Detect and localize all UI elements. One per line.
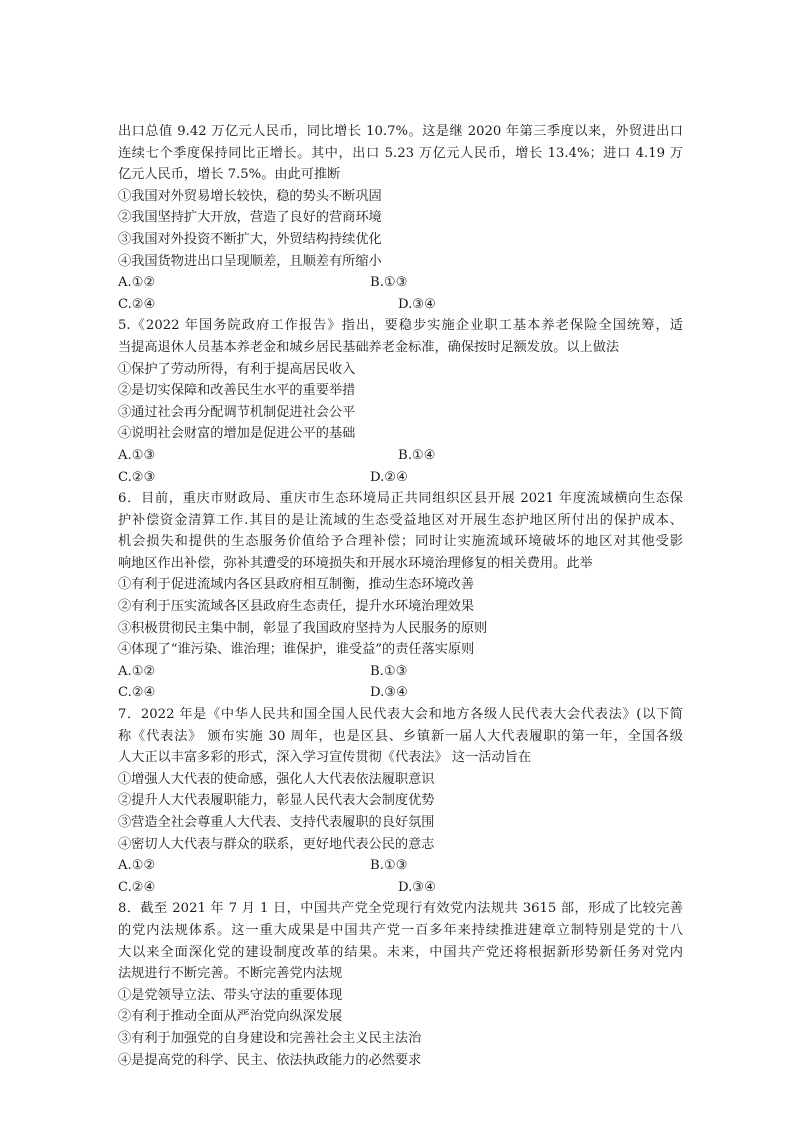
stem-line: 连续七个季度保持同比正增长。其中，出口 5.23 万亿元人民币，增长 13.4%；进口 4.19 万 — [118, 145, 683, 161]
statement-1: ①我国对外贸易增长较快，稳的势头不断巩固 — [118, 188, 382, 204]
stem-line: 护补偿资金清算工作.其目的是让流域的生态受益地区对开展生态护地区所付出的保护成本、 — [118, 512, 683, 528]
question-4-stem — [118, 121, 683, 186]
statement-3: ③营造全社会尊重人大代表、支持代表履职的良好氛围 — [118, 815, 435, 830]
stem-line: 法规进行不断完善。不断完善党内法规 — [118, 966, 343, 982]
question-6-stem — [118, 488, 683, 574]
stem-line: 机会损失和提供的生态服务价值给予合理补偿；同时让实施流域环境破坏的地区对其他受影 — [118, 534, 683, 550]
option-b: B.①③ — [370, 275, 408, 291]
stem-line: 6．目前，重庆市财政局、重庆市生态环境局正共同组织区县开展 2021 年度流域横向生态保 — [118, 491, 683, 507]
option-a: A.①② — [118, 858, 156, 874]
stem-line: 大以来全面深化党的建设制度改革的结果。未来，中国共产党还将根据新形势新任务对党内 — [118, 944, 683, 960]
stem-line: 7．2022 年是《中华人民共和国全国人民代表大会和地方各级人民代表大会代表法》(以下简 — [118, 707, 683, 723]
option-c: C.②④ — [118, 879, 156, 895]
option-a: A.①② — [118, 275, 156, 291]
stem-line: 当提高退休人员基本养老金和城乡居民基础养老金标准，确保按时足额发放。以上做法 — [118, 339, 620, 355]
option-c: C.②④ — [118, 685, 156, 701]
statement-3: ③通过社会再分配调节机制促进社会公平 — [118, 404, 356, 420]
question-8-stem — [118, 898, 683, 984]
options-row-ab — [118, 445, 683, 467]
stem-line: 5.《2022 年国务院政府工作报告》指出，要稳步实施企业职工基本养老保险全国统筹，适 — [118, 318, 683, 334]
statement-3: ③积极贯彻民主集中制，彰显了我国政府坚持为人民服务的原则 — [118, 620, 488, 636]
statement-1: ①增强人大代表的使命感，强化人大代表依法履职意识 — [118, 771, 435, 787]
stem-line: 出口总值 9.42 万亿元人民币，同比增长 10.7%。这是继 2020 年第三季度以来，外贸进出口 — [118, 124, 683, 139]
option-c: C.②③ — [118, 469, 156, 485]
option-b: B.①③ — [370, 663, 408, 679]
stem-line: 人大正以丰富多彩的形式，深入学习宣传贯彻《代表法》 这一活动旨在 — [118, 750, 532, 766]
statement-2: ②有利于推动全面从严治党向纵深发展 — [118, 1009, 343, 1025]
options-row-cd — [118, 682, 683, 704]
statement-1: ①有利于促进流域内各区县政府相互制衡，推动生态环境改善 — [118, 577, 475, 593]
option-b: B.①③ — [370, 858, 408, 874]
options-row-ab — [118, 272, 683, 294]
stem-line: 称《代表法》 颁布实施 30 周年，也是区县、乡镇新一届人大代表履职的第一年，全国各级 — [118, 728, 683, 744]
statement-3: ③有利于加强党的自身建设和完善社会主义民主法治 — [118, 1030, 422, 1046]
stem-line: 的党内法规体系。这一重大成果是中国共产党一百多年来持续推进建章立制特别是党的十八 — [118, 922, 683, 938]
option-d: D.②④ — [370, 469, 408, 485]
stem-line: 8．截至 2021 年 7 月 1 日，中国共产党全党现行有效党内法规共 3615 部，形成了比较完善 — [118, 901, 683, 917]
statement-2: ②是切实保障和改善民生水平的重要举措 — [118, 383, 356, 399]
option-d: D.③④ — [398, 879, 436, 895]
statement-4: ④我国货物进出口呈现顺差，且顺差有所缩小 — [118, 253, 382, 269]
stem-line: 亿元人民币，增长 7.5%。由此可推断 — [118, 167, 341, 183]
options-row-cd — [118, 294, 683, 316]
options-row-cd — [118, 467, 683, 489]
statement-1: ①是党领导立法、带头守法的重要体现 — [118, 987, 343, 1003]
statement-4: ④是提高党的科学、民主、依法执政能力的必然要求 — [118, 1052, 422, 1068]
statement-2: ②提升人大代表履职能力，彰显人民代表大会制度优势 — [118, 793, 435, 809]
question-7-stem — [118, 704, 683, 769]
stem-line: 响地区作出补偿，弥补其遭受的环境损失和开展水环境治理修复的相关费用。此举 — [118, 555, 593, 571]
option-c: C.②④ — [118, 296, 156, 312]
statement-2: ②我国坚持扩大开放，营造了良好的营商环境 — [118, 210, 382, 226]
exam-page — [118, 121, 683, 1071]
option-a: A.①③ — [118, 447, 156, 463]
statement-4: ④密切人大代表与群众的联系，更好地代表公民的意志 — [118, 836, 435, 852]
statement-4: ④体现了“谁污染、谁治理；谁保护，谁受益”的责任落实原则 — [118, 642, 475, 658]
option-d: D.③④ — [398, 296, 436, 312]
option-b: B.①④ — [398, 447, 436, 463]
statement-3: ③我国对外投资不断扩大，外贸结构持续优化 — [118, 231, 382, 247]
statement-1: ①保护了劳动所得，有利于提高居民收入 — [118, 361, 356, 377]
question-5-stem — [118, 315, 683, 358]
options-row-ab — [118, 855, 683, 877]
options-row-ab — [118, 661, 683, 683]
options-row-cd — [118, 877, 683, 899]
option-d: D.③④ — [370, 685, 408, 701]
option-a: A.①② — [118, 663, 156, 679]
statement-2: ②有利于压实流域各区县政府生态责任，提升水环境治理效果 — [118, 599, 475, 615]
statement-4: ④说明社会财富的增加是促进公平的基础 — [118, 426, 356, 442]
